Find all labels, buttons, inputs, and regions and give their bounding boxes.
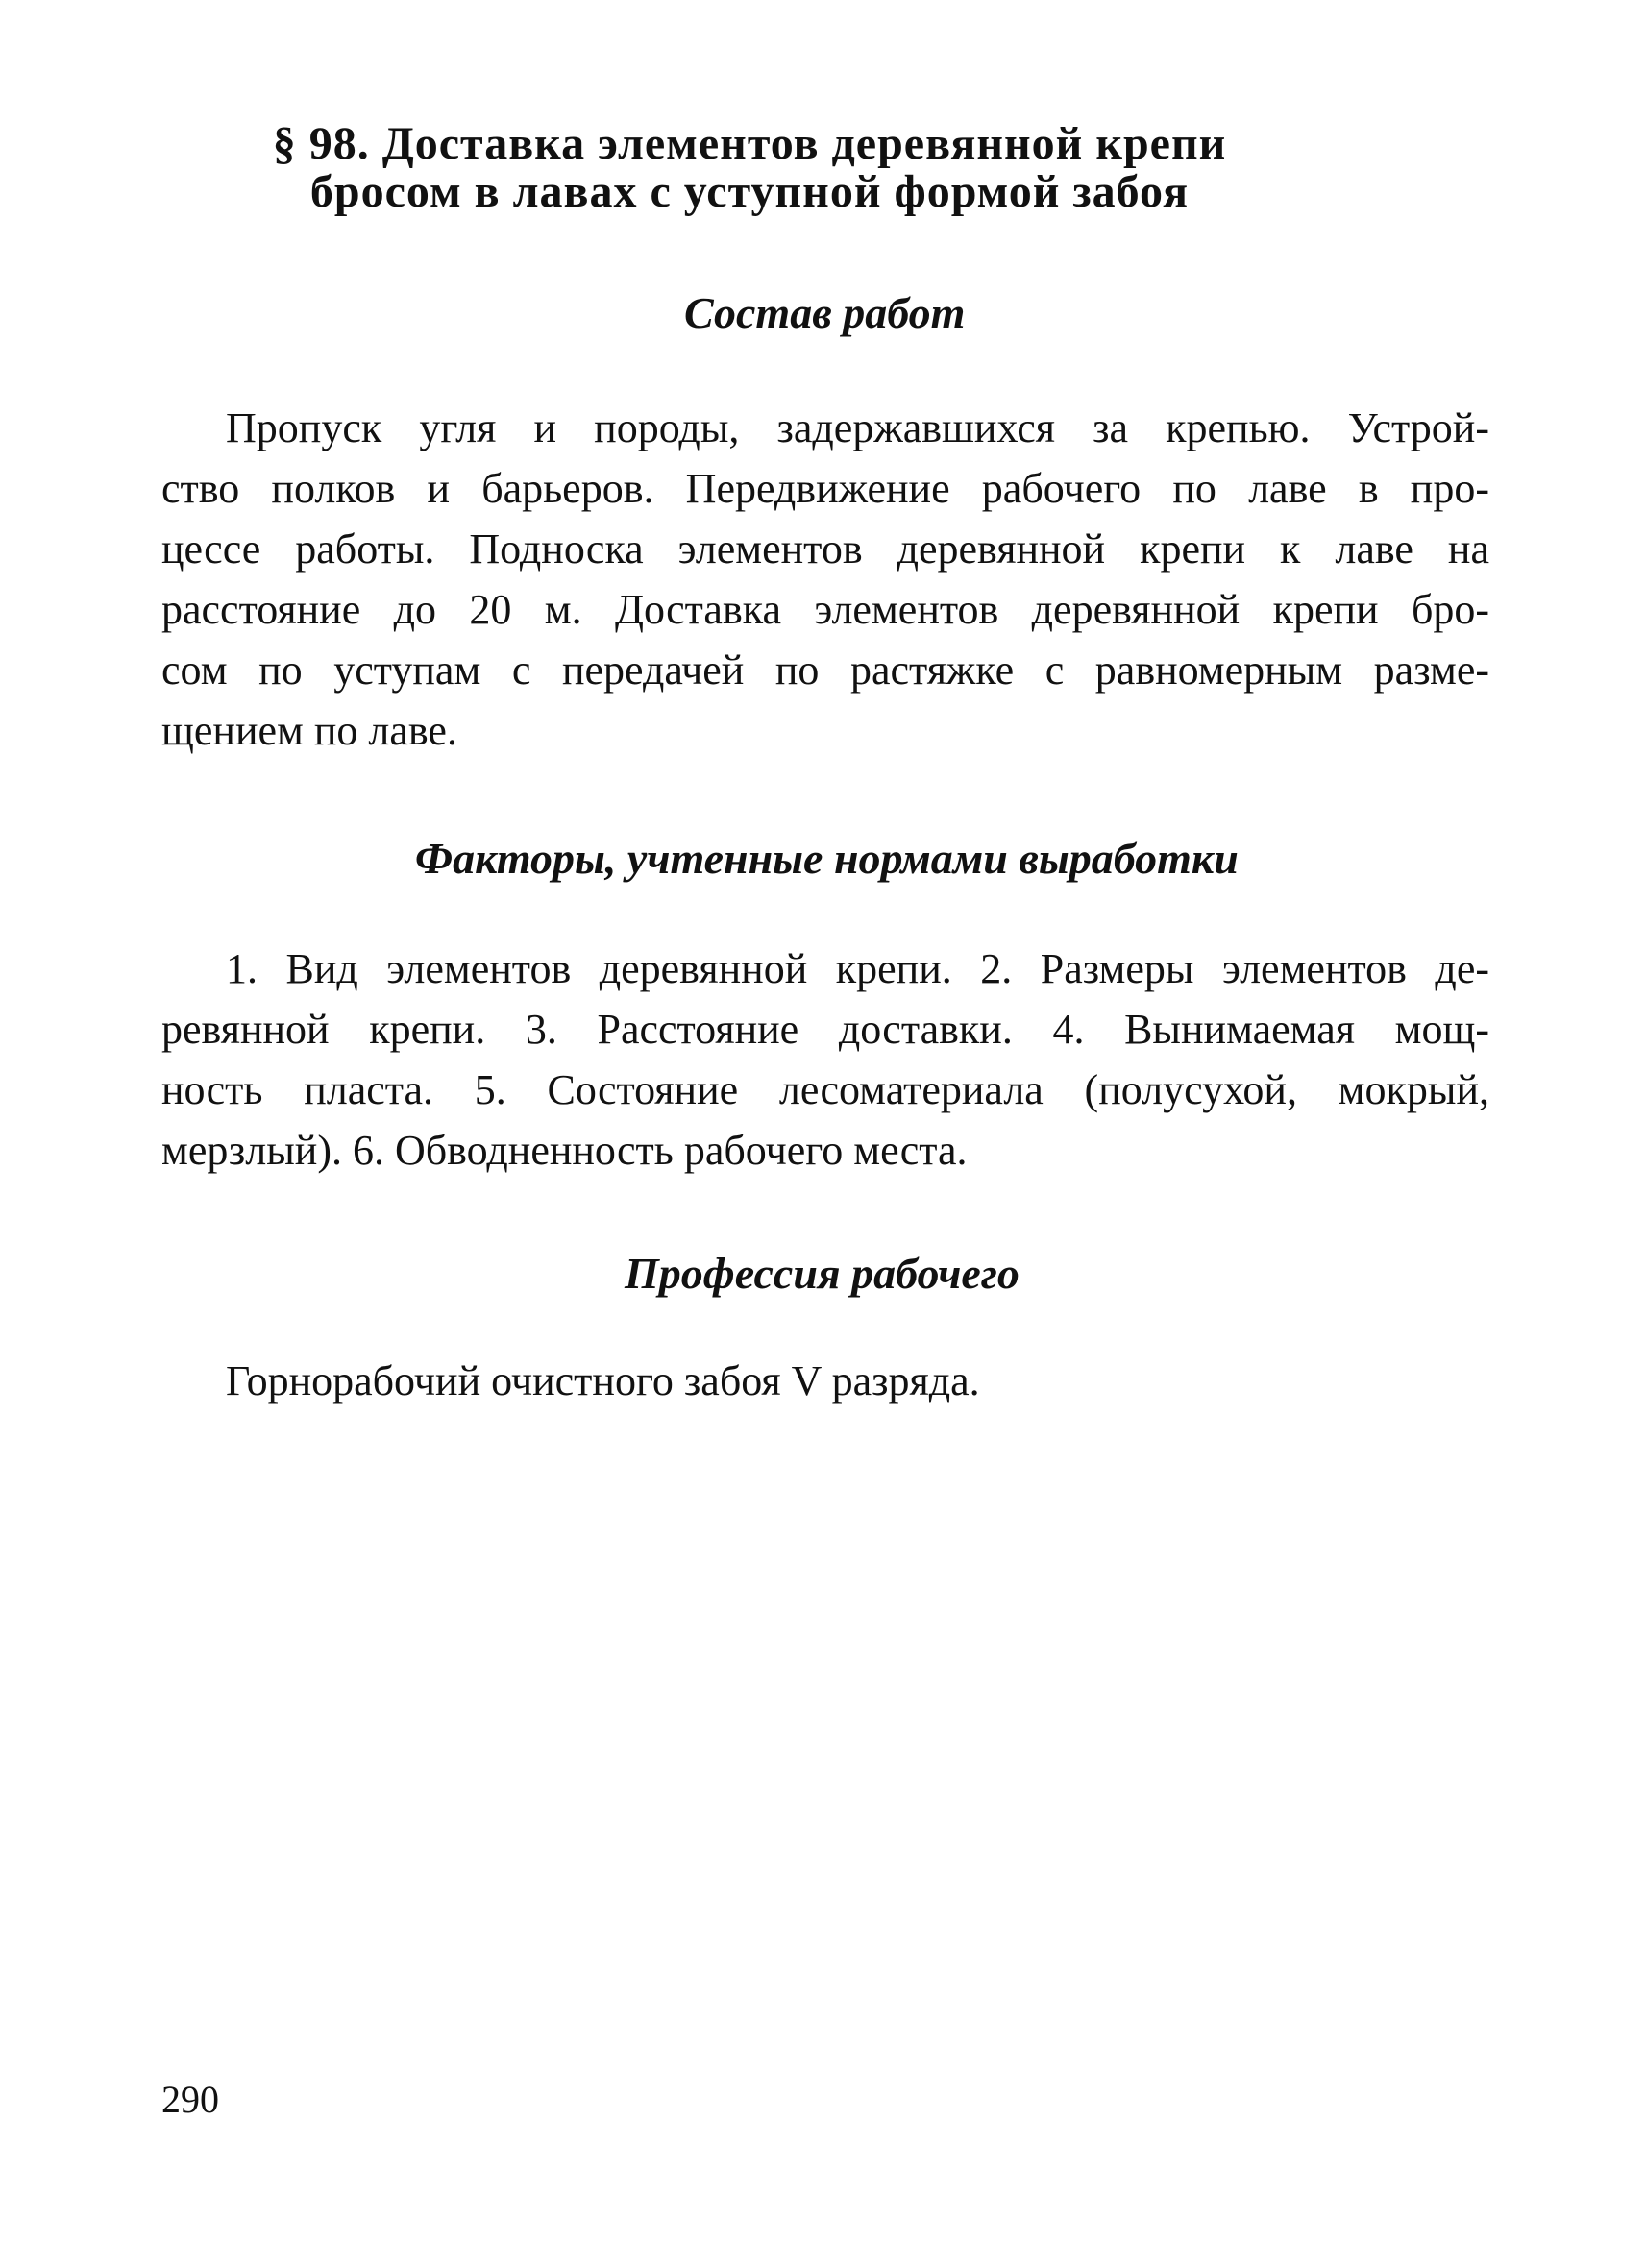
paragraph-line: 1. Вид элементов деревянной крепи. 2. Размеры элементов де- <box>226 945 1489 992</box>
paragraph-line: Пропуск угля и породы, задержавшихся за крепью. Устрой- <box>226 404 1489 451</box>
paragraph-line: ность пласта. 5. Состояние лесоматериала (полусухой, мокрый, <box>161 1066 1489 1113</box>
paragraph-line: мерзлый). 6. Обводненность рабочего места. <box>161 1127 968 1174</box>
section-title-line-2: бросом в лавах с уступной формой забоя <box>309 166 1190 217</box>
subheading-sostav-rabot: Состав работ <box>684 288 966 337</box>
section-title-line-1: § 98. Доставка элементов деревянной крепи <box>272 118 1227 169</box>
paragraph-line: сом по уступам с передачей по растяжке с равномерным разме- <box>161 646 1489 694</box>
paragraph-line: цессе работы. Подноска элементов деревянной крепи к лаве на <box>161 525 1489 573</box>
paragraph-line: расстояние до 20 м. Доставка элементов деревянной крепи бро- <box>161 586 1489 633</box>
paragraph-line: ревянной крепи. 3. Расстояние доставки. 4. Вынимаемая мощ- <box>161 1006 1489 1053</box>
paragraph-line: щением по лаве. <box>161 707 457 754</box>
paragraph-line: ство полков и барьеров. Передвижение рабочего по лаве в про- <box>161 465 1489 512</box>
page-number: 290 <box>161 2078 219 2121</box>
paragraph-professiya: Горнорабочий очистного забоя V разряда. <box>226 1357 980 1404</box>
subheading-professiya: Профессия рабочего <box>625 1249 1020 1298</box>
subheading-faktory: Факторы, учтенные нормами выработки <box>415 834 1239 883</box>
